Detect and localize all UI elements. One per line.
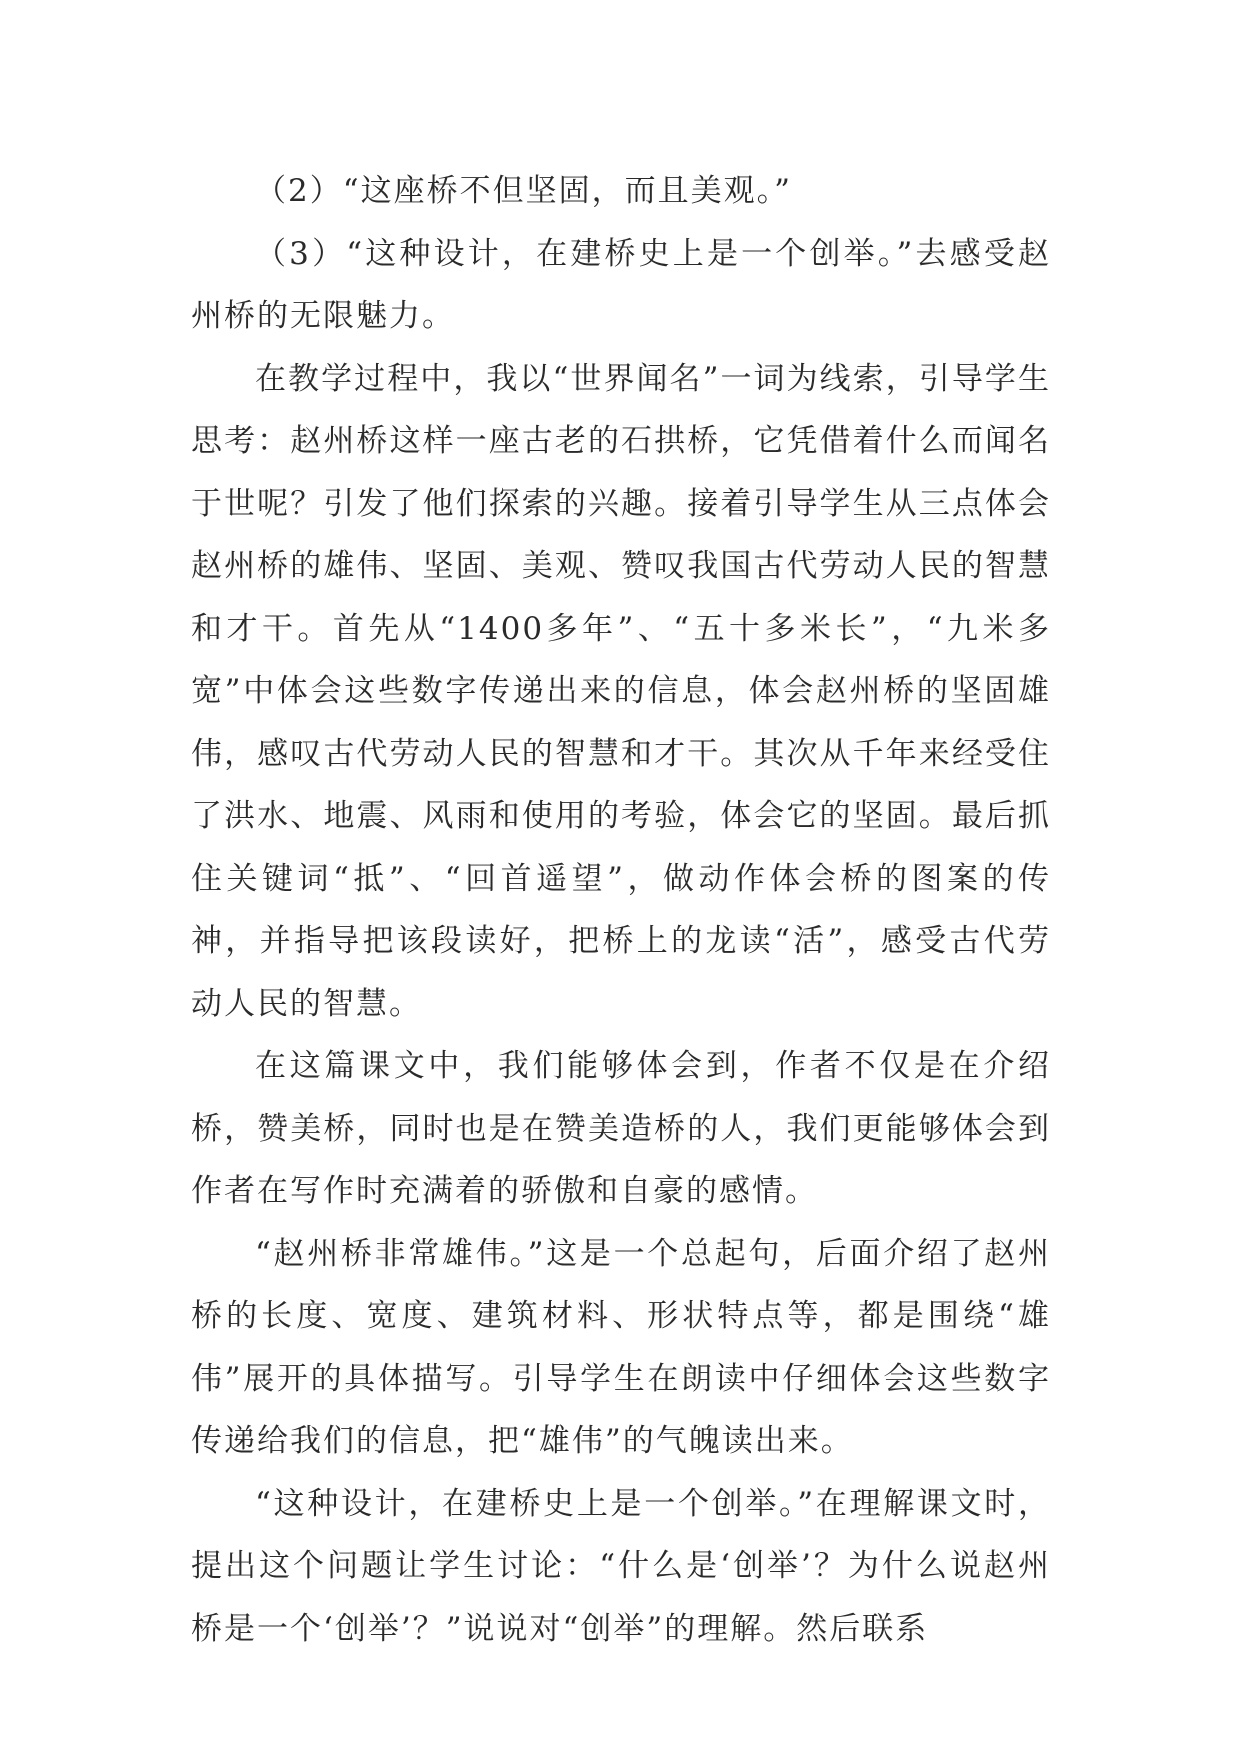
paragraph-majestic: “赵州桥非常雄伟。”这是一个总起句，后面介绍了赵州桥的长度、宽度、建筑材料、形状特点等，都是围绕“雄伟”展开的具体描写。引导学生在朗读中仔细体会这些数字传递给我们的信息，把“雄伟”的气魄读出来。 — [191, 1235, 1051, 1459]
paragraph-item-3: （3）“这种设计，在建桥史上是一个创举。”去感受赵州桥的无限魅力。 — [191, 235, 1051, 334]
paragraph-item-2: （2）“这座桥不但坚固，而且美观。” — [255, 173, 792, 209]
paragraph-innovation: “这种设计，在建桥史上是一个创举。”在理解课文时，提出这个问题让学生讨论：“什么是‘创举’？为什么说赵州桥是一个‘创举’？”说说对“创举”的理解。然后联系 — [191, 1485, 1051, 1647]
body-text — [191, 160, 1051, 1660]
paragraph-teaching-process: 在教学过程中，我以“世界闻名”一词为线索，引导学生思考：赵州桥这样一座古老的石拱桥，它凭借着什么而闻名于世呢？引发了他们探索的兴趣。接着引导学生从三点体会赵州桥的雄伟、坚固、美观、赞叹我国古代劳动人民的智慧和才干。首先从“1400多年”、“五十多米长”，“九米多宽”中体会这些数字传递出来的信息，体会赵州桥的坚固雄伟，感叹古代劳动人民的智慧和才干。其次从千年来经受住了洪水、地震、风雨和使用的考验，体会它的坚固。最后抓住关键词“抵”、“回首遥望”，做动作体会桥的图案的传神，并指导把该段读好，把桥上的龙读“活”，感受古代劳动人民的智慧。 — [191, 360, 1051, 1022]
paragraph-author-feeling: 在这篇课文中，我们能够体会到，作者不仅是在介绍桥，赞美桥，同时也是在赞美造桥的人，我们更能够体会到作者在写作时充满着的骄傲和自豪的感情。 — [191, 1048, 1051, 1209]
